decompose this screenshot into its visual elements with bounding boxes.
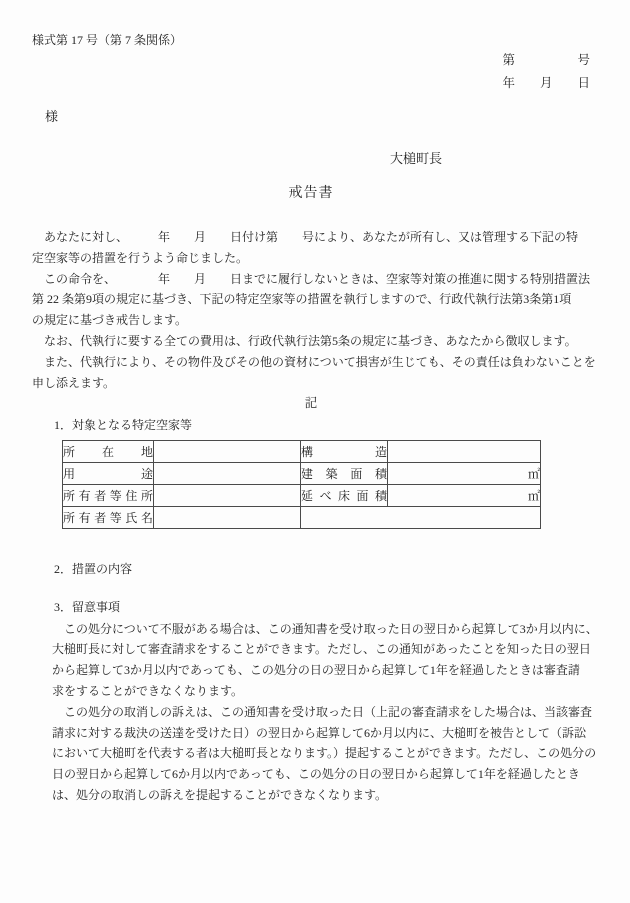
- body-line: あなたに対し、 年 月 日付け第 号により、あなたが所有し、又は管理する下記の特: [32, 230, 579, 244]
- row-label-owner-address: 所有者等住所: [63, 484, 154, 506]
- table-row: [63, 484, 541, 506]
- row-label-building-area: 建築面積: [301, 462, 388, 484]
- table-empty-area: [301, 506, 541, 528]
- sender-title: 大槌町長: [390, 151, 443, 166]
- note-line: から起算して3か月以内であっても、この処分の日の翌日から起算して1年を経過したときは審査請: [52, 663, 580, 678]
- row-label-location: 所在地: [63, 440, 154, 462]
- value-building-area: ㎡: [388, 462, 541, 484]
- value-structure: [388, 440, 541, 462]
- date-blank: 年 月 日: [502, 76, 590, 90]
- ki-marker: 記: [304, 396, 318, 411]
- addressee-line: 様: [32, 109, 59, 124]
- value-owner-name: [154, 506, 301, 528]
- table-row: [63, 506, 541, 528]
- body-line: 定空家等の措置を行うよう命じました。: [32, 250, 249, 265]
- note-line: は、処分の取消しの訴えを提起することができなくなります。: [52, 787, 388, 802]
- body-line: また、代執行により、その物件及びその他の資材について損害が生じても、その責任は負わないことを: [32, 354, 596, 369]
- body-paragraphs: [32, 227, 596, 393]
- value-location: [154, 440, 301, 462]
- note-line: 日の翌日から起算して6か月以内であっても、この処分の日の翌日から起算して1年を経過したとき: [52, 767, 580, 782]
- table-row: [63, 462, 541, 484]
- note-line: この処分の取消しの訴えは、この通知書を受け取った日（上記の審査請求をした場合は、当該審査: [52, 704, 593, 719]
- row-label-floor-area: 延べ床面積: [301, 484, 388, 506]
- row-label-structure: 構造: [301, 440, 388, 462]
- note-line: 請求に対する裁決の送達を受けた日）の翌日から起算して6か月以内に、大槌町を被告として（訴訟: [52, 725, 587, 740]
- property-table: [62, 440, 541, 529]
- note-line: 大槌町長に対して審査請求をすることができます。ただし、この通知があったことを知った日の翌日: [52, 642, 591, 657]
- body-line: 申し添えます。: [32, 375, 116, 390]
- body-line: 第 22 条第9項の規定に基づき、下記の特定空家等の措置を執行しますので、行政代執行法第3条第1項: [32, 292, 572, 307]
- section-3-heading: 3．留意事項: [54, 599, 121, 614]
- note-line: 求をすることができなくなります。: [52, 683, 244, 698]
- notes-paragraphs: [52, 619, 598, 806]
- section-2-heading: 2．措置の内容: [54, 561, 133, 576]
- note-line: において大槌町を代表する者は大槌町長となります。）提起することができます。ただし、この処分の: [52, 746, 597, 761]
- note-line: この処分について不服がある場合は、この通知書を受け取った日の翌日から起算して3か月以内に、: [52, 621, 598, 636]
- form-style-number: 様式第 17 号（第 7 条関係）: [32, 33, 183, 47]
- section-1-heading: 1．対象となる特定空家等: [54, 418, 193, 433]
- value-owner-address: [154, 484, 301, 506]
- table-row: [63, 440, 541, 462]
- row-label-owner-name: 所有者等氏名: [63, 506, 154, 528]
- body-line: なお、代執行に要する全ての費用は、行政代執行法第5条の規定に基づき、あなたから徴収します。: [32, 333, 577, 348]
- row-label-use: 用途: [63, 462, 154, 484]
- document-number-blank: 第 号: [502, 53, 590, 67]
- value-use: [154, 462, 301, 484]
- body-line: の規定に基づき戒告します。: [32, 313, 188, 328]
- value-floor-area: ㎡: [388, 484, 541, 506]
- document-title: 戒告書: [288, 186, 334, 201]
- body-line: この命令を、 年 月 日までに履行しないときは、空家等対策の推進に関する特別措置法: [32, 271, 591, 286]
